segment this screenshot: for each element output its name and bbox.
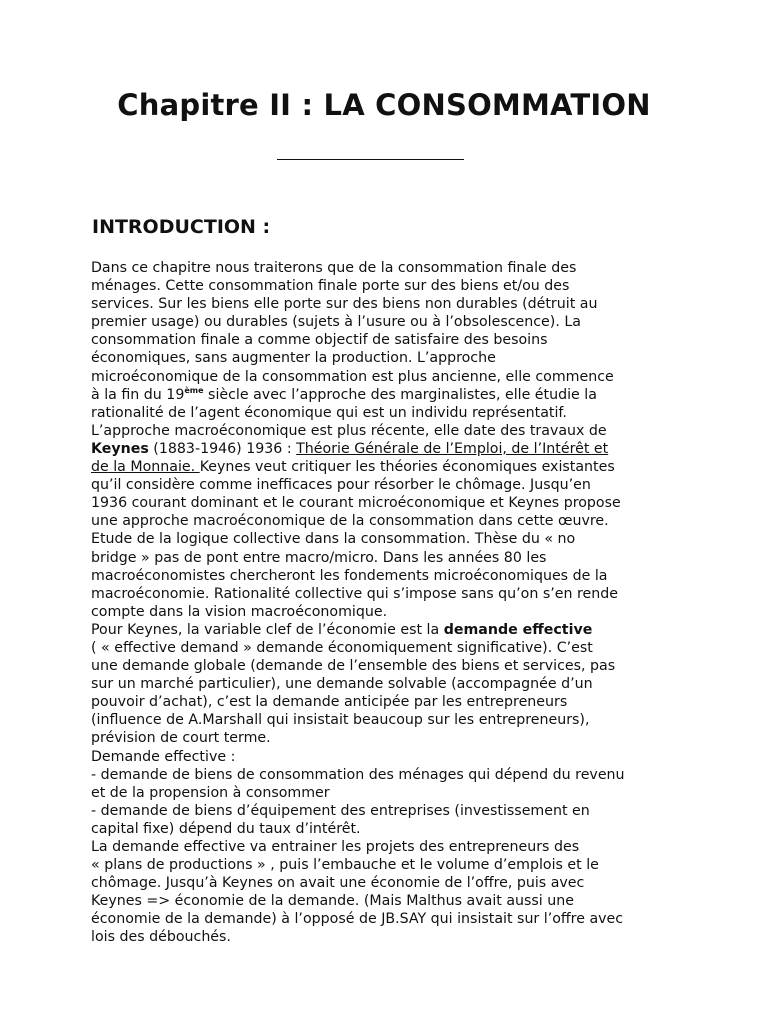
text-line: Etude de la logique collective dans la consommation. Thèse du « no <box>91 531 576 548</box>
text-line: services. Sur les biens elle porte sur des biens non durables (détruit au <box>91 296 598 313</box>
text-line: ( « effective demand » demande économiquement significative). C’est <box>91 639 593 656</box>
title-underline-divider <box>277 159 464 160</box>
text-fragment: à la fin du 19 <box>91 386 185 403</box>
text-line: - demande de biens d’équipement des entreprises (investissement en <box>91 802 590 819</box>
text-line: capital fixe) dépend du taux d’intérêt. <box>91 820 361 837</box>
text-line: L’approche macroéconomique est plus récente, elle date des travaux de <box>91 422 607 439</box>
text-line: compte dans la vision macroéconomique. <box>91 603 388 620</box>
text-line: économie de la demande) à l’opposé de JB.SAY qui insistait sur l’offre avec <box>91 911 624 928</box>
text-line: (influence de A.Marshall qui insistait beaucoup sur les entrepreneurs), <box>91 712 590 729</box>
text-line: ménages. Cette consommation finale porte sur des biens et/ou des <box>91 278 570 295</box>
text-line <box>91 386 681 404</box>
text-line: - demande de biens de consommation des ménages qui dépend du revenu <box>91 766 625 783</box>
text-line: économiques, sans augmenter la production. L’approche <box>91 350 496 367</box>
text-line: qu’il considère comme inefficaces pour résorber le chômage. Jusqu’en <box>91 477 591 494</box>
text-fragment: siècle avec l’approche des marginalistes, elle étudie la <box>203 386 597 403</box>
text-line <box>91 621 681 639</box>
book-title-underlined: Théorie Générale de l’Emploi, de l’Intérêt et <box>296 440 609 457</box>
text-line: premier usage) ou durables (sujets à l’usure ou à l’obsolescence). La <box>91 314 581 331</box>
text-fragment: Pour Keynes, la variable clef de l’économie est la <box>91 621 444 638</box>
text-line: lois des débouchés. <box>91 929 231 946</box>
text-line: Dans ce chapitre nous traiterons que de la consommation finale des <box>91 260 577 276</box>
text-line: rationalité de l’agent économique qui est un individu représentatif. <box>91 404 567 421</box>
text-line: et de la propension à consommer <box>91 784 330 801</box>
superscript-text: ème <box>184 385 204 395</box>
text-line: prévision de court terme. <box>91 730 271 747</box>
text-fragment: (1883-1946) 1936 : <box>148 440 297 457</box>
text-line: microéconomique de la consommation est plus ancienne, elle commence <box>91 368 614 385</box>
text-line <box>91 440 681 458</box>
text-line <box>91 458 681 476</box>
text-line: Keynes => économie de la demande. (Mais Malthus avait aussi une <box>91 893 574 910</box>
text-line: une demande globale (demande de l’ensemble des biens et services, pas <box>91 658 616 675</box>
section-heading: INTRODUCTION : <box>92 216 271 238</box>
text-line: macroéconomie. Rationalité collective qui s’impose sans qu’on s’en rende <box>91 585 618 602</box>
text-line: La demande effective va entrainer les projets des entrepreneurs des <box>91 839 580 855</box>
text-line: consommation finale a comme objectif de satisfaire des besoins <box>91 332 548 349</box>
text-line: bridge » pas de pont entre macro/micro. Dans les années 80 les <box>91 549 547 566</box>
text-line: chômage. Jusqu’à Keynes on avait une économie de l’offre, puis avec <box>91 875 585 892</box>
text-line: 1936 courant dominant et le courant microéconomique et Keynes propose <box>91 495 621 512</box>
text-line: une approche macroéconomique de la consommation dans cette œuvre. <box>91 513 609 530</box>
text-line: macroéconomistes chercheront les fondements microéconomiques de la <box>91 567 608 584</box>
book-title-underlined-continued: de la Monnaie. <box>91 459 200 476</box>
text-line: « plans de productions » , puis l’embauche et le volume d’emplois et le <box>91 857 599 874</box>
chapter-title: Chapitre II : LA CONSOMMATION <box>117 88 651 122</box>
body-text <box>91 259 681 947</box>
text-line: Demande effective : <box>91 748 236 765</box>
text-fragment: Keynes veut critiquer les théories économiques existantes <box>199 459 615 476</box>
demande-effective-bold: demande effective <box>443 621 593 638</box>
keynes-bold-name: Keynes <box>91 440 149 457</box>
text-line: sur un marché particulier), une demande solvable (accompagnée d’un <box>91 676 593 693</box>
text-line: pouvoir d’achat), c’est la demande anticipée par les entrepreneurs <box>91 694 568 711</box>
